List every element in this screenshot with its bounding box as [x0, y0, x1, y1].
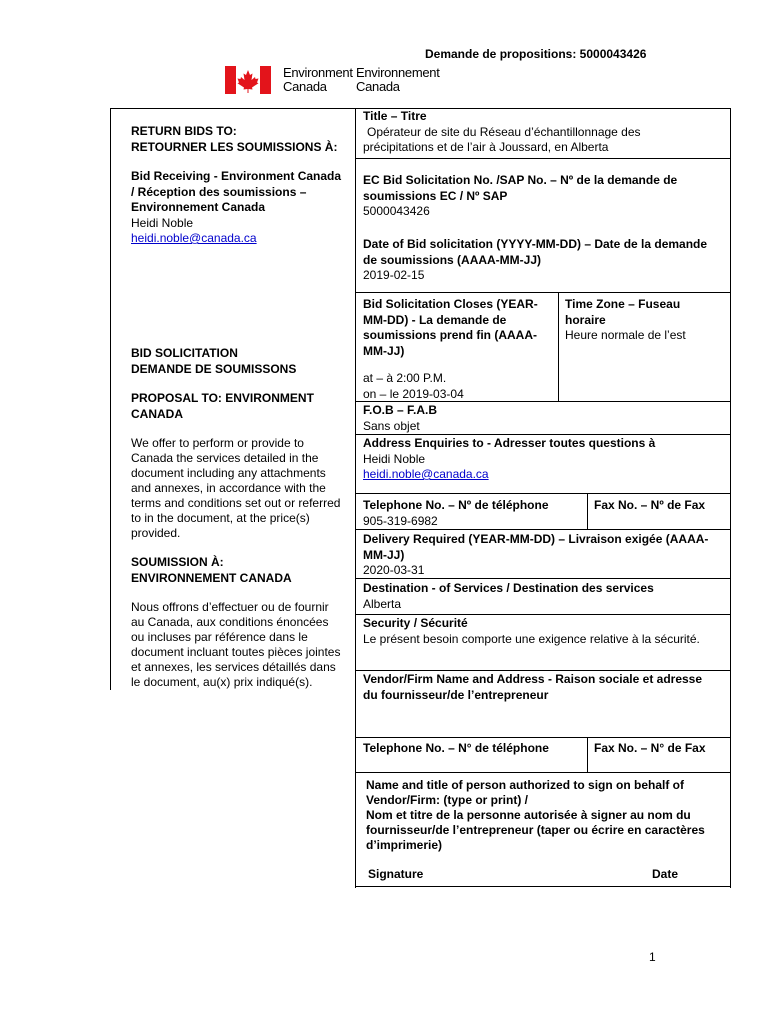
- delivery-cell: Delivery Required (YEAR-MM-DD) – Livraison exigée (AAAA- MM-JJ) 2020-03-31: [363, 532, 709, 577]
- enquiries-email-link[interactable]: heidi.noble@canada.ca: [363, 467, 489, 481]
- fax-cell: Fax No. – Nº de Fax: [594, 498, 706, 512]
- vendor-fax-cell: Fax No. – N° de Fax: [594, 741, 706, 755]
- fob-cell: F.O.B – F.A.B Sans objet: [363, 403, 438, 433]
- page-title: Demande de propositions: 5000043426: [425, 47, 647, 61]
- logo-text-fr: Environnement Canada: [356, 65, 440, 94]
- row-divider: [355, 493, 731, 494]
- signature-label: Signature: [368, 867, 424, 881]
- contact-email-link[interactable]: heidi.noble@canada.ca: [131, 231, 257, 245]
- telephone-cell: Telephone No. – Nº de téléphone 905-319-6982: [363, 498, 549, 528]
- row-divider: [355, 737, 731, 738]
- closing-time: at – à 2:00 P.M. on – le 2019-03-04: [363, 371, 464, 401]
- offer-text-en: We offer to perform or provide to Canada the services detailed in the document including any attachments and annexes, in accordance with the terms and conditions set out or referred to in the document, at the price(s) provided.: [131, 436, 341, 540]
- offer-text-fr: Nous offrons d’effectuer ou de fournir au Canada, aux conditions énoncées ou incluses par référence dans le document incluant toutes pièces jointes et annexes, les services détaillés dans le document, au(x) prix indiqué(s).: [131, 600, 341, 689]
- return-bids-heading: RETURN BIDS TO: RETOURNER LES SOUMISSIONS À:: [131, 124, 338, 154]
- bid-receiving-address: Bid Receiving - Environment Canada / Réception des soumissions – Environnement Canada Heidi Noble heidi.noble@canada.ca: [131, 169, 342, 245]
- solicitation-date-cell: Date of Bid solicitation (YYYY-MM-DD) – Date de la demande de soumissions (AAAA-MM-JJ) 2019-02-15: [363, 237, 708, 282]
- cell-divider: [558, 292, 559, 401]
- enquiries-cell: Address Enquiries to - Adresser toutes questions à Heidi Noble heidi.noble@canada.ca: [363, 436, 656, 481]
- contact-name: Heidi Noble: [131, 215, 194, 230]
- row-divider: [355, 772, 731, 773]
- row-divider: [355, 434, 731, 435]
- closing-date-cell: Bid Solicitation Closes (YEAR- MM-DD) - La demande de soumissions prend fin (AAAA- MM-JJ): [363, 297, 538, 358]
- row-divider: [355, 292, 731, 293]
- soumission-heading: SOUMISSION À: ENVIRONNEMENT CANADA: [131, 555, 292, 585]
- table-bottom-border: [355, 886, 731, 887]
- row-divider: [355, 614, 731, 615]
- left-column-border: [110, 108, 111, 690]
- cell-divider: [587, 737, 588, 772]
- security-cell: Security / Sécurité Le présent besoin comporte une exigence relative à la sécurité.: [363, 616, 700, 646]
- row-divider: [355, 529, 731, 530]
- solicitation-number-cell: EC Bid Solicitation No. /SAP No. – Nº de la demande de soumissions EC / Nº SAP 5000043426: [363, 173, 678, 218]
- vendor-telephone-cell: Telephone No. – N° de téléphone: [363, 741, 549, 755]
- logo-text-en: Environment Canada: [283, 65, 353, 94]
- bid-solicitation-heading: BID SOLICITATION DEMANDE DE SOUMISSONS: [131, 346, 297, 376]
- destination-cell: Destination - of Services / Destination des services Alberta: [363, 581, 654, 611]
- row-divider: [355, 158, 731, 159]
- proposal-to-heading: PROPOSAL TO: ENVIRONMENT CANADA: [131, 391, 314, 421]
- table-right-border: [730, 108, 731, 888]
- vendor-name-cell: Vendor/Firm Name and Address - Raison sociale et adresse du fournisseur/de l’entrepreneur: [363, 672, 703, 702]
- page-number: 1: [649, 950, 656, 964]
- authorized-person-cell: Name and title of person authorized to sign on behalf of Vendor/Firm: (type or print) / Nom et titre de la personne autorisée à signer au nom du fournisseur/de l’entrepreneur (taper ou écrire en caractères d’imprimerie): [366, 778, 705, 852]
- date-label: Date: [652, 867, 679, 881]
- title-cell: Title – Titre Opérateur de site du Réseau d’échantillonnage des précipitations et de l’air à Joussard, en Alberta: [363, 109, 641, 154]
- time-zone-cell: Time Zone – Fuseau horaire Heure normale de l’est: [565, 297, 686, 342]
- cell-divider: [587, 493, 588, 529]
- row-divider: [355, 670, 731, 671]
- canada-flag-logo: [225, 66, 271, 94]
- column-divider: [355, 108, 356, 888]
